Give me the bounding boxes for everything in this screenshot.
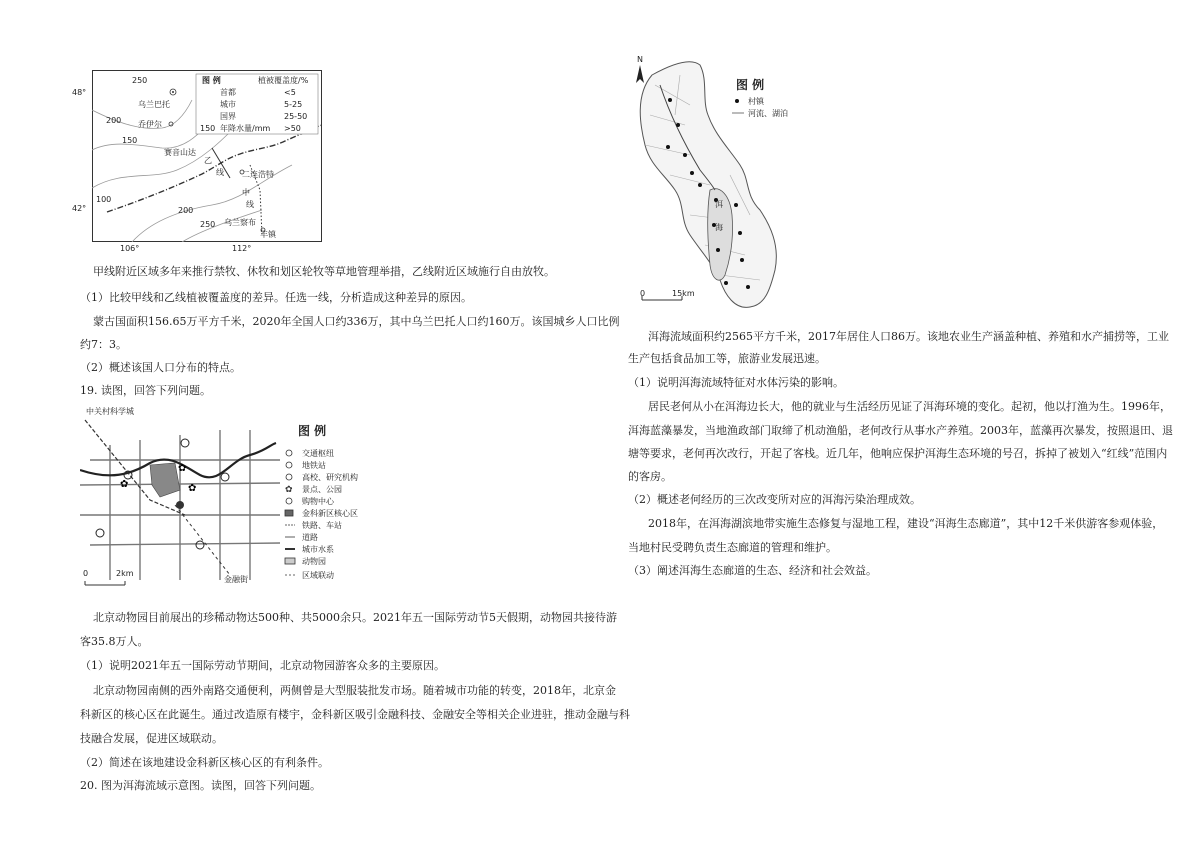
legend1-cov-1: <5 [284, 88, 296, 97]
legend2-item-7: 铁路、车站 [302, 521, 342, 530]
legend2-item-4: 景点、公园 [302, 485, 342, 494]
place-city3: 二连浩特 [242, 170, 274, 179]
legend1-item-border: 国界 [220, 112, 236, 121]
beijing-scale-zero: 0 [83, 569, 89, 578]
legend2-item-2: 地铁站 [302, 461, 326, 470]
isoline-150-label: 150 [122, 136, 138, 145]
legend1-item-city: 城市 [220, 100, 236, 109]
legend1-item-precip: 年降水量/mm [220, 124, 271, 133]
place-city2: 赛音山达 [164, 148, 196, 157]
left-q3: （1）说明2021年五一国际劳动节期间，北京动物园游客众多的主要原因。 [80, 659, 445, 672]
legend2-title: 图 例 [298, 424, 327, 438]
beijing-map [80, 405, 358, 590]
legend1-item-capital: 首都 [220, 88, 236, 97]
line-yi-xian: 线 [216, 168, 224, 177]
left-para2-line2: 约7：3。 [80, 338, 127, 351]
place-city4: 乌兰察布 [224, 218, 256, 227]
legend2-item-11: 区域联动 [302, 571, 334, 580]
erhai-map [630, 55, 820, 315]
right-para3-line1: 2018年，在洱海湖滨地带实施生态修复与湿地工程，建设“洱海生态廊道”，其中12千米供游客参观体验， [648, 517, 1164, 530]
left-para2-line1: 蒙古国面积156.65万平方千米，2020年全国人口约336万，其中乌兰巴托人口约160万。该国城乡人口比例 [93, 315, 620, 328]
right-para2-line1: 居民老何从小在洱海边长大，他的就业与生活经历见证了洱海环境的变化。起初，他以打渔为生。1996年， [648, 400, 1171, 413]
legend1-cov-2: 5-25 [284, 100, 303, 109]
beijing-scale-text: 2km [116, 569, 134, 578]
line-zhong-label: 中 [242, 188, 250, 197]
right-para1-line2: 生产包括食品加工等，旅游业发展迅速。 [628, 352, 826, 365]
legend1-cov-4: >50 [284, 124, 301, 133]
left-q20: 20. 图为洱海流域示意图。读图，回答下列问题。 [80, 779, 321, 792]
isoline-100-label: 100 [96, 195, 112, 204]
isoline-200b-label: 200 [178, 206, 194, 215]
erhai-north: N [637, 55, 643, 64]
left-para3-line2: 客35.8万人。 [80, 635, 149, 648]
lon-112-label: 112° [232, 244, 252, 253]
legend2-item-5: 购物中心 [302, 497, 334, 506]
erhai-lake-char1: 洱 [715, 200, 723, 209]
legend2-item-1: 交通枢纽 [302, 449, 334, 458]
left-para4-line1: 北京动物园南侧的西外南路交通便利，两侧曾是大型服装批发市场。随着城市功能的转变，2018年，北京金 [93, 684, 616, 697]
isoline-250-label: 250 [132, 76, 148, 85]
right-para3-line2: 当地村民受聘负责生态廊道的管理和维护。 [628, 541, 837, 554]
left-para1: 甲线附近区域多年来推行禁牧、休牧和划区轮牧等草地管理举措，乙线附近区域施行自由放牧。 [93, 265, 555, 278]
isoline-200-label: 200 [106, 116, 122, 125]
right-para2-line4: 的客房。 [628, 470, 672, 483]
left-para4-line2: 科新区的核心区在此诞生。通过改造原有楼宇，金科新区吸引金融科技、金融安全等相关企业进驻，推动金融与科 [80, 708, 630, 721]
lat-48-label: 48° [72, 88, 87, 97]
erhai-scale-zero: 0 [640, 289, 646, 298]
left-para4-line3: 技融合发展，促进区域联动。 [80, 732, 223, 745]
svg-text:✿: ✿ [120, 479, 129, 490]
legend3-title: 图 例 [736, 78, 765, 92]
legend2-item-8: 道路 [302, 533, 318, 542]
right-q2: （2）概述老何经历的三次改变所对应的洱海污染治理成效。 [628, 493, 921, 506]
left-q4: （2）简述在该地建设金科新区核心区的有利条件。 [80, 756, 329, 769]
beijing-bottom-label: 金融街 [224, 575, 248, 584]
legend1-cov-3: 25-50 [284, 112, 308, 121]
left-q1: （1）比较甲线和乙线植被覆盖度的差异。任选一线，分析造成这种差异的原因。 [80, 291, 472, 304]
right-para1-line1: 洱海流域面积约2565平方千米，2017年居住人口86万。该地农业生产涵盖种植、养殖和水产捕捞等，工业 [648, 330, 1169, 343]
svg-text:✿: ✿ [285, 485, 293, 495]
beijing-top-label: 中关村科学城 [86, 407, 134, 416]
right-para2-line3: 塘等要求，老何再次改行，开起了客栈。近几年，他响应保护洱海生态环境的号召，拆掉了被划入“红线”范围内 [628, 447, 1168, 460]
line-yi-label: 乙 [204, 156, 212, 165]
lat-42-label: 42° [72, 204, 87, 213]
erhai-map-svg [630, 55, 820, 315]
left-para3-line1: 北京动物园目前展出的珍稀动物达500种、共5000余只。2021年五一国际劳动节5天假期，动物园共接待游 [93, 611, 617, 624]
right-para2-line2: 洱海蓝藻暴发，当地渔政部门取缔了机动渔船，老何改行从事水产养殖。2003年，蓝藻再次暴发，按照退田、退 [628, 424, 1173, 437]
left-q19: 19. 读图，回答下列问题。 [80, 384, 211, 397]
right-q1: （1）说明洱海流域特征对水体污染的影响。 [628, 376, 844, 389]
lon-106-label: 106° [120, 244, 140, 253]
mongolia-map [72, 70, 322, 253]
legend3-item-river: 河流、湖泊 [748, 109, 788, 118]
place-town: 丰镇 [260, 230, 276, 239]
legend2-item-10: 动物园 [302, 557, 326, 566]
line-zhong-xian: 线 [246, 200, 254, 209]
legend1-title: 图 例 [202, 76, 221, 85]
legend2-item-3: 高校、研究机构 [302, 473, 358, 482]
legend2-item-9: 城市水系 [302, 545, 334, 554]
legend1-coverage-title: 植被覆盖度/% [258, 76, 309, 85]
legend1-isoline-sample: 150 [200, 124, 216, 133]
isoline-250b-label: 250 [200, 220, 216, 229]
left-q2: （2）概述该国人口分布的特点。 [80, 361, 241, 374]
place-city1: 乔伊尔 [138, 120, 162, 129]
place-capital: 乌兰巴托 [138, 100, 170, 109]
erhai-lake-char2: 海 [715, 223, 723, 232]
right-q3: （3）阐述洱海生态廊道的生态、经济和社会效益。 [628, 564, 877, 577]
svg-text:✿: ✿ [178, 463, 187, 474]
erhai-scale-text: 15km [672, 289, 695, 298]
legend2-item-6: 金科新区核心区 [302, 509, 358, 518]
svg-text:✿: ✿ [188, 483, 197, 494]
legend3-item-village: 村镇 [748, 97, 764, 106]
